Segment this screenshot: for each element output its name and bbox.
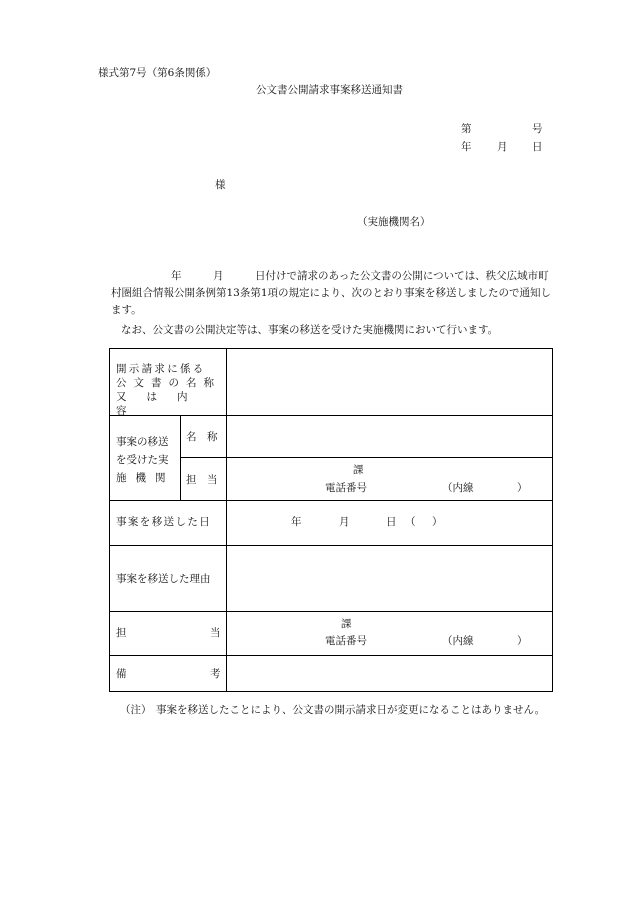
receiving-agency-label-line3: 施機関 — [116, 472, 175, 484]
agency-phone-label: 電話番号 — [325, 482, 367, 494]
request-document-label-line3-text: 又は内容 — [116, 391, 208, 417]
transfer-reason-label: 事案を移送した理由 — [116, 573, 211, 585]
transfer-form-table — [109, 348, 553, 692]
footnote-text: 事案を移送したことにより、公文書の開示請求日が変更になることはありません。 — [156, 704, 546, 716]
request-document-label-line2: 公文書の名称 — [116, 377, 221, 389]
contact-section-suffix: 課 — [341, 618, 352, 630]
request-document-label — [116, 362, 222, 418]
footnote — [120, 701, 570, 719]
request-document-field[interactable] — [227, 349, 552, 415]
footnote-label: （注） — [120, 704, 152, 716]
transfer-date-year: 年 — [291, 516, 302, 528]
contact-label-right: 当 — [210, 627, 221, 639]
agency-section-suffix: 課 — [353, 464, 364, 476]
receiving-agency-label-line2: を受けた実 — [116, 454, 169, 466]
body-paragraph-1-text: 日付けで請求のあった公文書の公開については、秩父広域市町村圏組合情報公開条例第13条第1項の規定により、次のとおり事案を移送しましたので通知します。 — [111, 270, 552, 316]
sender-label: （実施機関名） — [357, 216, 431, 228]
number-prefix: 第 — [461, 123, 472, 135]
body-date-prefix: 年 月 — [171, 270, 255, 282]
receiving-agency-label — [116, 433, 178, 487]
transfer-reason-field[interactable] — [227, 545, 552, 611]
agency-name-label: 名 称 — [186, 431, 218, 443]
document-title: 公文書公開請求事案移送通知書 — [256, 84, 403, 96]
body-paragraph-1 — [111, 268, 555, 319]
transfer-date-label: 事案を移送した日 — [116, 516, 212, 528]
agency-contact-label: 担 当 — [186, 474, 218, 486]
request-document-label-line3 — [116, 390, 222, 418]
remarks-label-right: 考 — [210, 668, 221, 680]
request-document-label-line1: 開示請求に係る — [116, 363, 206, 375]
date-year: 年 — [461, 141, 472, 153]
remarks-field[interactable] — [227, 655, 552, 691]
number-suffix: 号 — [532, 123, 543, 135]
agency-name-field[interactable] — [227, 415, 552, 457]
transfer-date-paren-close: ） — [432, 516, 443, 528]
contact-phone-label: 電話番号 — [325, 635, 367, 647]
remarks-label-left: 備 — [116, 668, 127, 680]
agency-extension-label: （内線 — [442, 482, 474, 494]
contact-extension-label: （内線 — [442, 635, 474, 647]
date-day: 日 — [532, 141, 543, 153]
contact-label-left: 担 — [116, 627, 127, 639]
receiving-agency-label-line1: 事案の移送 — [116, 436, 169, 448]
transfer-date-day: 日 — [386, 516, 397, 528]
form-number: 様式第7号（第6条関係） — [98, 67, 217, 79]
contact-extension-close: ） — [517, 635, 528, 647]
agency-extension-close: ） — [517, 482, 528, 494]
transfer-date-month: 月 — [339, 516, 350, 528]
addressee-suffix: 様 — [215, 179, 226, 191]
transfer-date-paren-open: （ — [405, 516, 416, 528]
body-paragraph-2: なお、公文書の公開決定等は、事案の移送を受けた実施機関において行います。 — [121, 324, 499, 336]
date-month: 月 — [497, 141, 508, 153]
